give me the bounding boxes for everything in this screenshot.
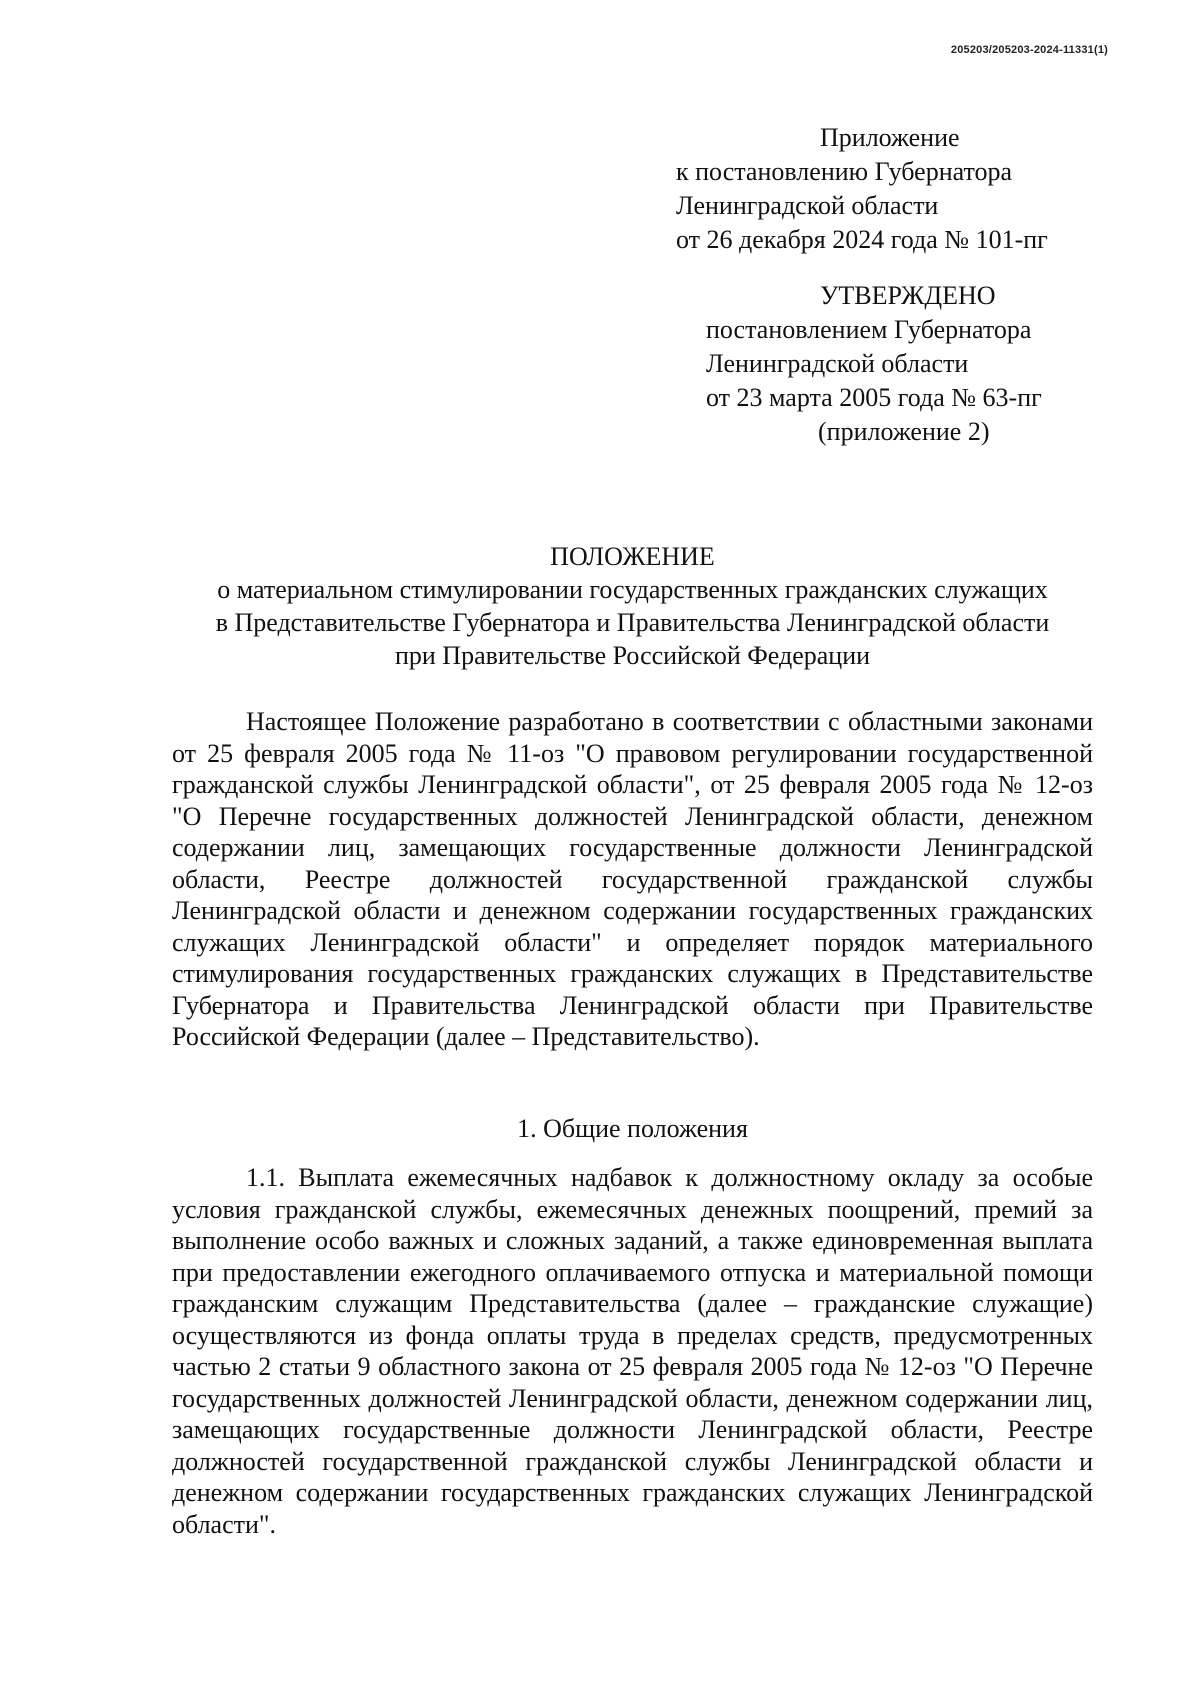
section-1-body (172, 1162, 1093, 1540)
annex-line: от 26 декабря 2024 года № 101-пг (676, 225, 1048, 254)
title-subtitle-line: в Представительстве Губернатора и Правительства Ленинградской области (215, 608, 1050, 637)
title-main: ПОЛОЖЕНИЕ (550, 542, 715, 571)
document-registration-number: 205203/205203-2024-11331(1) (950, 44, 1108, 56)
approved-line: (приложение 2) (818, 417, 990, 446)
title-subtitle-line: при Правительстве Российской Федерации (394, 641, 871, 670)
approved-line: постановлением Губернатора (706, 315, 1032, 344)
annex-line: Приложение (820, 123, 960, 152)
approved-line: от 23 марта 2005 года № 63-пг (706, 383, 1042, 412)
approved-line: УТВЕРЖДЕНО (820, 281, 996, 310)
annex-line: к постановлению Губернатора (676, 157, 1013, 186)
section-1-heading: 1. Общие положения (517, 1114, 748, 1143)
intro-section (172, 706, 1093, 1053)
annex-reference (676, 121, 1048, 257)
approved-line: Ленинградской области (706, 349, 969, 378)
title-subtitle-line: о материальном стимулировании государственных гражданских служащих (217, 575, 1048, 604)
annex-line: Ленинградской области (676, 191, 939, 220)
document-title (172, 540, 1093, 672)
approval-stamp-text (706, 279, 1042, 449)
paragraph-1-1: 1.1. Выплата ежемесячных надбавок к должностному окладу за особые условия гражданской службы, ежемесячных денежных поощрений, премий за выполнение особо важных и сложных заданий, а также единовременная выплата при предоставлении ежегодного оплачиваемого отпуска и материальной помощи гражданским служащим Представительства (далее – гражданские служащие) осуществляются из фонда оплаты труда в пределах средств, предусмотренных частью 2 статьи 9 областного закона от 25 февраля 2005 года № 12-оз "О Перечне государственных должностей Ленинградской области, денежном содержании лиц, замещающих государственные должности Ленинградской области, Реестре должностей государственной гражданской службы Ленинградской области и денежном содержании государственных гражданских служащих Ленинградской области". (172, 1163, 1093, 1539)
intro-paragraph: Настоящее Положение разработано в соответствии с областными законами от 25 февраля 2005 года № 11-оз "О правовом регулировании государственной гражданской службы Ленинградской области", от 25 февраля 2005 года № 12-оз "О Перечне государственных должностей Ленинградской области, денежном содержании лиц, замещающих государственные должности Ленинградской области, Реестре должностей государственной гражданской службы Ленинградской области и денежном содержании государственных гражданских служащих Ленинградской области" и определяет порядок материального стимулирования государственных гражданских служащих в Представительстве Губернатора и Правительства Ленинградской области при Правительстве Российской Федерации (далее – Представительство). (172, 707, 1093, 1051)
